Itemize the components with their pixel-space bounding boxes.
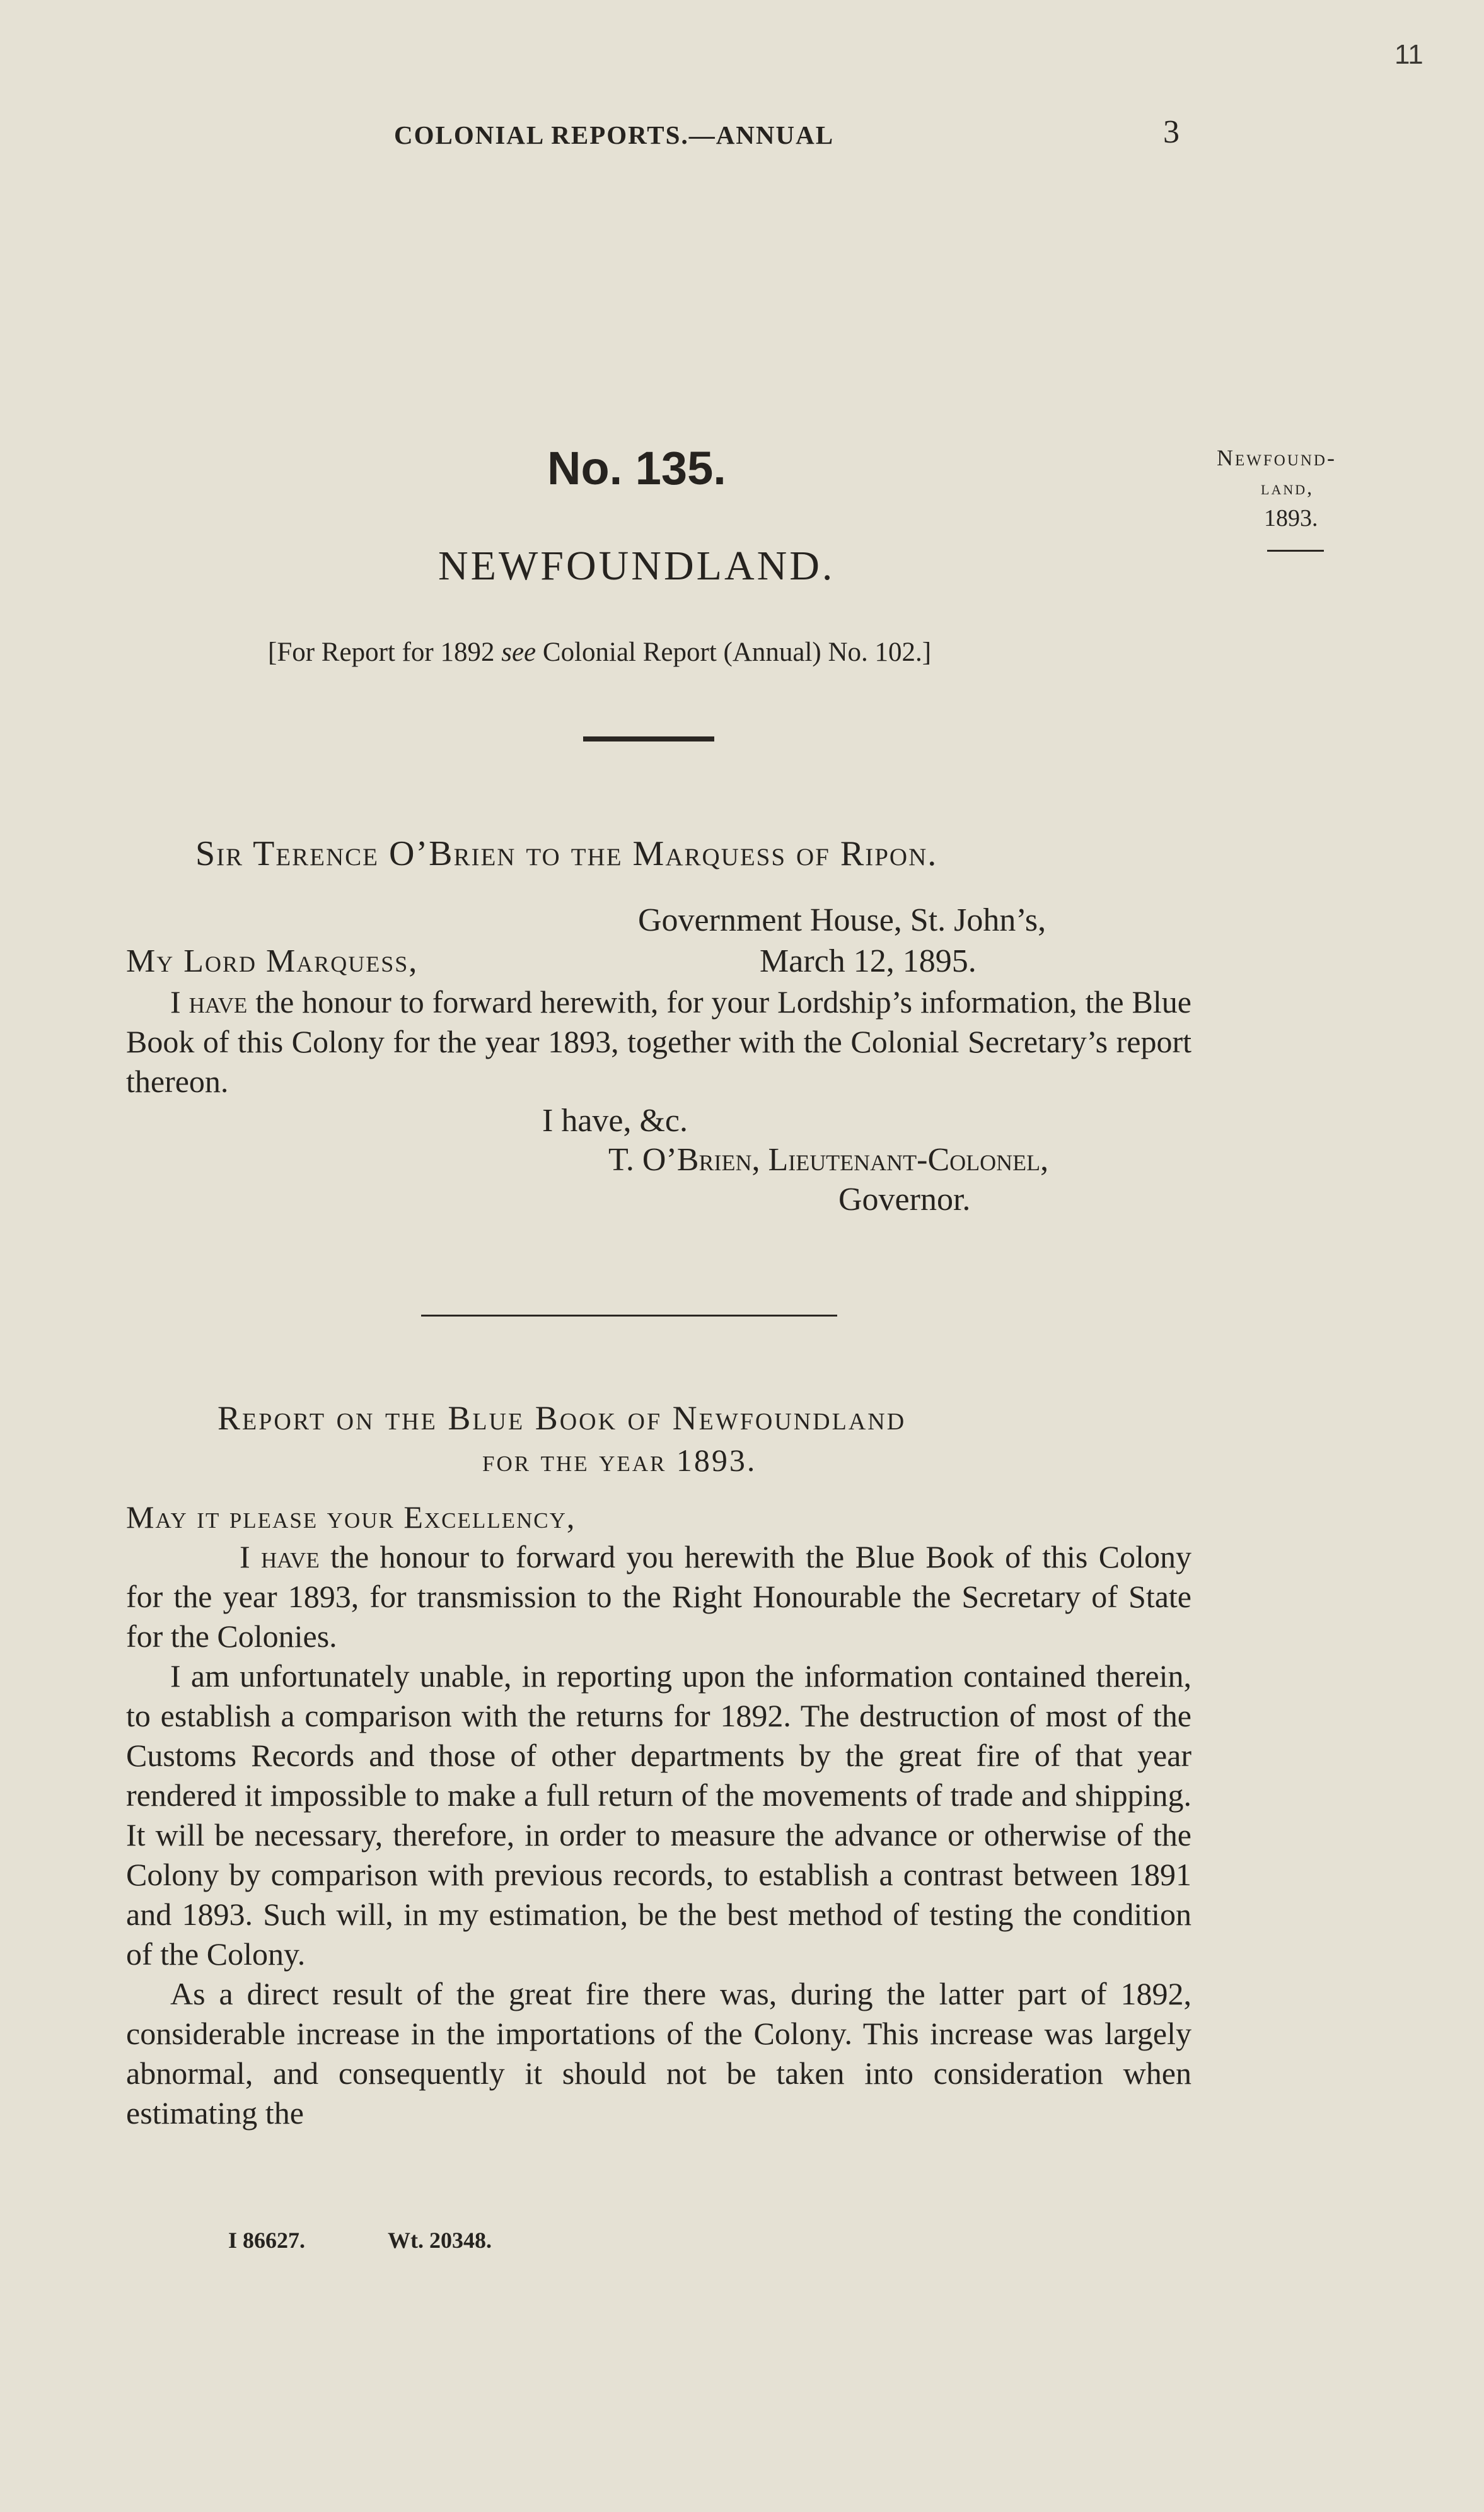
letter-salutation: My Lord Marquess, — [126, 943, 419, 979]
section-rule-thin — [421, 1315, 837, 1317]
letter-signature — [608, 1141, 1048, 1178]
previous-report-suffix: Colonial Report (Annual) No. 102.] — [536, 637, 932, 667]
report-heading-line1: Report on the Blue Book of Newfoundland — [217, 1399, 907, 1437]
margin-note-line2: land, — [1261, 476, 1314, 499]
previous-report-note — [268, 637, 931, 668]
section-rule-thick — [583, 736, 714, 741]
margin-note-line1: Newfound- — [1217, 445, 1336, 470]
report-paragraph-3: As a direct result of the great fire there was, during the latter part of 1892, considerable increase in the importations of the Colony. This increase was largely abnormal, and consequently it should not be taken into consideration when estimating the — [126, 1976, 1191, 2131]
letter-date: March 12, 1895. — [760, 943, 977, 979]
report-body — [126, 1497, 1191, 2133]
footer-signature-mark: I 86627. — [228, 2228, 306, 2253]
letter-body-lead: I have — [170, 984, 248, 1020]
report-paragraph-1 — [126, 1537, 1191, 1656]
page-number: 11 — [1394, 39, 1423, 70]
margin-note-rule — [1267, 550, 1324, 552]
letter-governor-title: Governor. — [838, 1182, 971, 1218]
letter-signature-text: T. O’Brien, Lieutenant-Colonel, — [608, 1142, 1049, 1178]
running-head-title: COLONIAL REPORTS.—ANNUAL — [394, 120, 835, 149]
letter-address: Government House, St. John’s, — [638, 902, 1046, 938]
previous-report-prefix: [For Report for 1892 — [268, 637, 502, 667]
margin-note-line3: 1893. — [1264, 505, 1318, 532]
report-heading-line2: for the year 1893. — [482, 1443, 757, 1478]
colony-title: NEWFOUNDLAND. — [438, 543, 835, 589]
report-paragraph-1-lead: I have — [240, 1539, 320, 1574]
report-paragraph-1-text: the honour to forward you herewith the Blue Book of this Colony for the year 1893, for transmission to the Right Honourable the Secretary of State for the Colonies. — [126, 1539, 1191, 1654]
report-number: No. 135. — [547, 442, 726, 494]
footer-print-mark: Wt. 20348. — [388, 2228, 492, 2253]
letter-body — [126, 982, 1191, 1102]
previous-report-see: see — [501, 637, 536, 667]
running-head-folio: 3 — [1163, 114, 1180, 150]
letter-body-text: the honour to forward herewith, for your Lordship’s information, the Blue Book of this Colony for the year 1893, together with the Colonial Secretary’s report thereon. — [126, 984, 1191, 1099]
report-salutation: May it please your Excellency, — [126, 1499, 576, 1535]
report-paragraph-2: I am unfortunately unable, in reporting upon the information contained therein, to establish a comparison with the returns for 1892. The destruction of most of the Customs Records and those of other departments by the great fire of that year rendered it impossible to make a full return of the movements of trade and shipping. It will be necessary, therefore, in order to measure the advance or otherwise of the Colony by comparison with previous records, to establish a contrast between 1891 and 1893. Such will, in my estimation, be the best method of testing the condition of the Colony. — [126, 1658, 1191, 1972]
letter-closing: I have, &c. — [542, 1103, 688, 1139]
letter-heading: Sir Terence O’Brien to the Marquess of Ripon. — [195, 834, 938, 873]
